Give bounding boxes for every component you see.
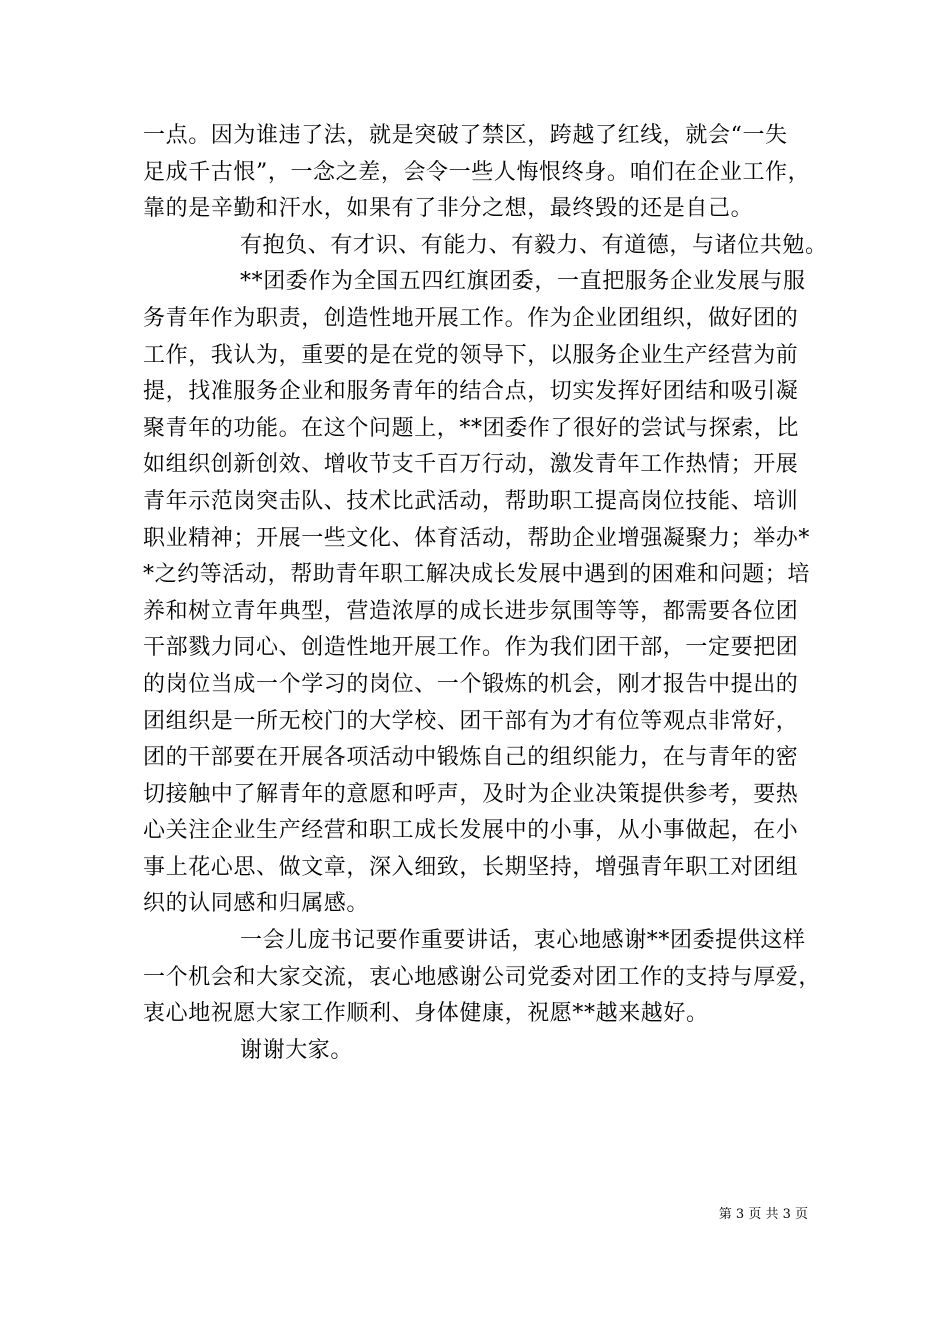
text-line: 切接触中了解青年的意愿和呼声，及时为企业决策提供参考，要热 [143,781,799,807]
text-line: 职业精神；开展一些文化、体育活动，帮助企业增强凝聚力；举办* [143,525,811,551]
text-line: 团的干部要在开展各项活动中锻炼自己的组织能力，在与青年的密 [143,745,799,771]
text-line: 靠的是辛勤和汗水，如果有了非分之想，最终毁的还是自己。 [143,196,754,222]
text-line: 工作，我认为，重要的是在党的领导下，以服务企业生产经营为前 [143,342,799,368]
text-line: 团组织是一所无校门的大学校、团干部有为才有位等观点非常好， [143,708,799,734]
text-line: 干部戮力同心、创造性地开展工作。作为我们团干部，一定要把团 [143,635,799,661]
text-line: 的岗位当成一个学习的岗位、一个锻炼的机会，刚才报告中提出的 [143,671,799,697]
paragraph-start-line: **团委作为全国五四红旗团委，一直把服务企业发展与服 [240,269,806,295]
text-line: 提，找准服务企业和服务青年的结合点，切实发挥好团结和吸引凝 [143,379,799,405]
text-line: 一点。因为谁违了法，就是突破了禁区，跨越了红线，就会“一失 [143,123,788,148]
text-line: 一个机会和大家交流，衷心地感谢公司党委对团工作的支持与厚爱， [143,964,822,990]
text-line: 如组织创新创效、增收节支千百万行动，激发青年工作热情；开展 [143,452,799,478]
text-line: 织的认同感和归属感。 [143,891,370,917]
text-line: *之约等活动，帮助青年职工解决成长发展中遇到的困难和问题；培 [143,562,811,588]
closing-line: 谢谢大家。 [240,1037,354,1063]
text-line: 聚青年的功能。在这个问题上，**团委作了很好的尝试与探索，比 [143,415,800,441]
text-line: 务青年作为职责，创造性地开展工作。作为企业团组织，做好团的 [143,305,799,331]
text-line: 足成千古恨”，一念之差，会令一些人悔恨终身。咱们在企业工作， [143,159,811,185]
text-line: 衷心地祝愿大家工作顺利、身体健康，祝愿**越来越好。 [143,1001,709,1027]
page-number: 第 3 页 共 3 页 [718,1207,808,1222]
paragraph-start-line: 一会儿庞书记要作重要讲话，衷心地感谢**团委提供这样 [240,928,806,954]
paragraph-start-line: 有抱负、有才识、有能力、有毅力、有道德，与诸位共勉。 [240,232,828,258]
text-line: 青年示范岗突击队、技术比武活动，帮助职工提高岗位技能、培训 [143,488,799,514]
text-line: 事上花心思、做文章，深入细致，长期坚持，增强青年职工对团组 [143,854,799,880]
body-text [143,118,828,1069]
text-line: 养和树立青年典型，营造浓厚的成长进步氛围等等，都需要各位团 [143,598,799,624]
text-line: 心关注企业生产经营和职工成长发展中的小事，从小事做起，在小 [143,818,799,844]
